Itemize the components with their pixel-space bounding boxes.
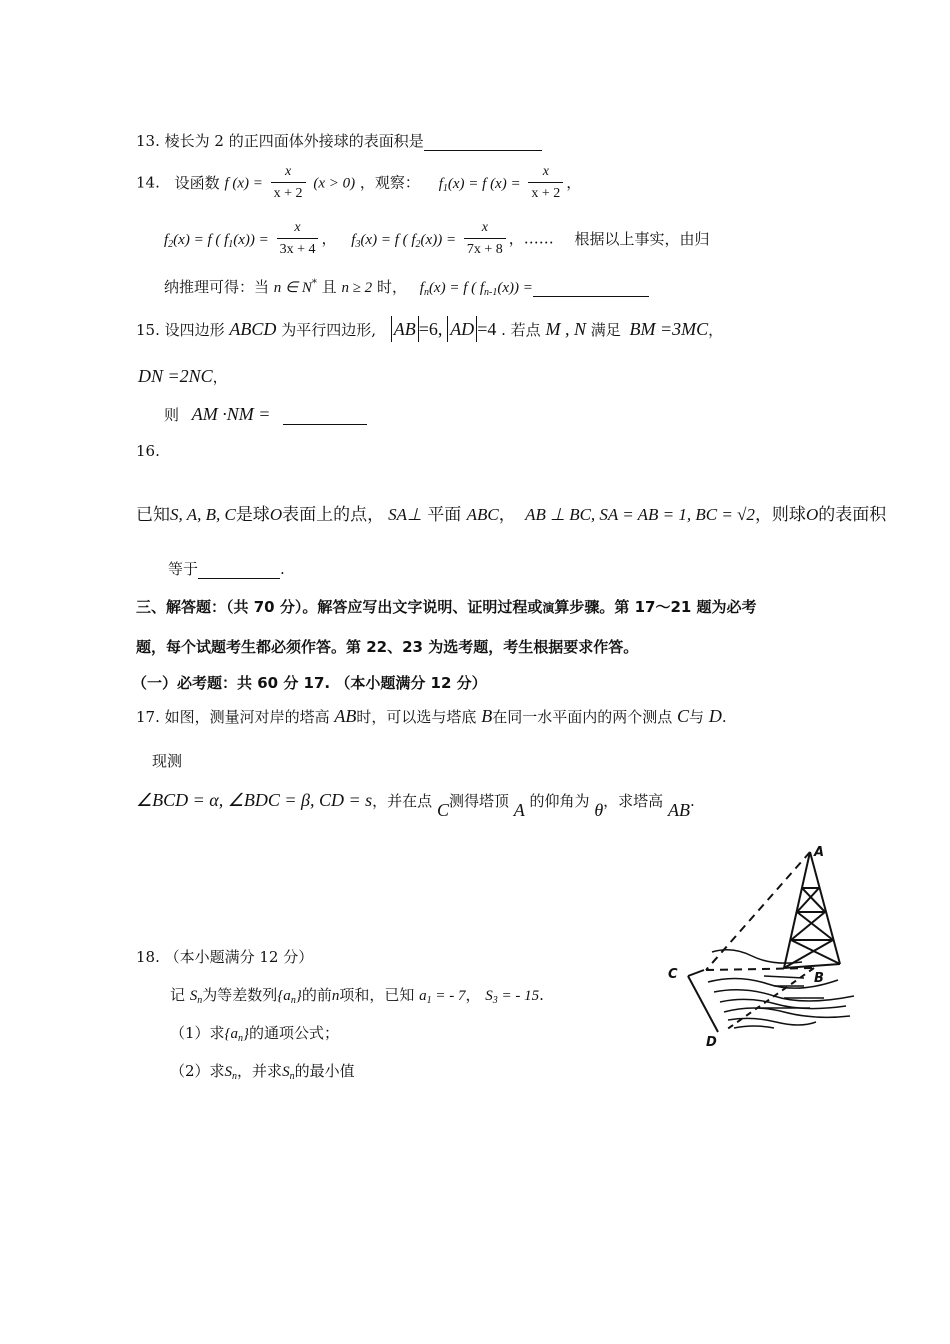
q15-ab-abs: AB (391, 316, 419, 342)
q18-part1 (170, 1022, 339, 1044)
q14-tail: 根据以上事实，由归 (574, 229, 710, 248)
q18-l1-d: 项和，已知 (339, 986, 415, 1004)
q14-function-def: f (x) = (224, 175, 263, 192)
q18-p1-a: （1）求 (170, 1024, 225, 1042)
q18-part2 (170, 1060, 355, 1082)
q18-p2-b: ，并求 (237, 1062, 283, 1080)
q18-an: $\{a_n\}$ (277, 988, 302, 1006)
q16-text-g: 的表面积 (818, 505, 887, 525)
q16-text-f: ，则球 (754, 505, 806, 525)
section3-heading-a: 三、解答题：（共 70 分）。解答应写出文字说明、证明过程或 (136, 598, 543, 616)
q14-and: 且 (321, 278, 337, 296)
q18-line1 (170, 984, 544, 1006)
q16-text-b: 是球 (235, 505, 270, 525)
q17-t7: ，求塔高 (603, 792, 664, 810)
q14-dots: ，…… (508, 229, 554, 248)
q15-line1 (136, 316, 723, 342)
q15-cond: . 若点 (501, 321, 541, 339)
section3-line2: 题，每个试题考生都必须作答。第 22、23 为选考题，考生根据要求作答。 (136, 638, 639, 656)
q15-dn-vector: DN =2NC (138, 366, 213, 386)
label-a: A (814, 845, 825, 860)
q13-answer-blank (424, 132, 542, 151)
q15-mn: M , N (545, 319, 586, 339)
q15-dot-product: AM ·NM = (191, 404, 271, 424)
q18-p2-sn2: $S_n$ (282, 1064, 295, 1082)
q16-line1 (136, 500, 886, 525)
q16-text-c: 表面上的点， (282, 505, 385, 525)
q17-line3 (136, 790, 695, 820)
line-cb (706, 968, 814, 970)
q18-l1-c: 的前 (301, 986, 332, 1004)
q17-t4: ，并在点 (372, 792, 433, 810)
q14-observe: ，观察： (359, 173, 420, 192)
q17-c2: C (436, 800, 449, 820)
q15-answer-blank (283, 406, 367, 425)
q14-frac-num: x (271, 162, 306, 183)
q16-o2: O (805, 505, 819, 524)
line-cd (688, 976, 718, 1032)
q14-fraction-f3: $\frac{x}{7x + 8}$ (464, 218, 506, 261)
q14-n-ge-2: n ≥ 2 (341, 280, 373, 296)
q15-ad-abs: AD (447, 316, 477, 342)
q15-satisfy: 满足 (590, 321, 621, 339)
tower-left-leg (784, 852, 810, 968)
sight-line-ca (706, 852, 810, 970)
q18-s3: $S_3$ = - 15 (485, 988, 540, 1006)
q15-comma2: ， (212, 368, 228, 386)
q16-line2 (168, 558, 285, 579)
q18-p2-c: 的最小值 (294, 1062, 355, 1080)
q14-lead: 设函数 (174, 173, 220, 192)
q15-mid: 为平行四边形, (281, 321, 376, 339)
q16-text-e: ， (498, 505, 516, 525)
q14-frac-den: x + 2 (273, 186, 303, 201)
q14-f1: $f_1(x) = f$ (x) = (438, 175, 521, 194)
q14-when: 时， (376, 278, 407, 296)
label-b: B (814, 971, 824, 986)
q16-points: S, A, B, C (170, 505, 236, 524)
q17-ab2: AB (667, 800, 690, 820)
q18-n: n (331, 988, 340, 1004)
river-hatching (708, 950, 854, 1028)
q15-abcd: ABCD (229, 319, 277, 339)
q14-number: 14. (136, 173, 160, 192)
section3-line3: （一）必考题：共 60 分 17. （本小题满分 12 分） (132, 674, 487, 692)
q16-abc: ABC (466, 505, 499, 524)
q14-f3: $f_3(x) = f$ ( $f_2(x)$) = (351, 231, 457, 250)
q15-line2 (138, 366, 228, 387)
q18-p1-an: $\{a_n\}$ (224, 1026, 250, 1044)
q17-b: B (481, 706, 493, 726)
q16-number: 16. (136, 442, 160, 460)
q14-fn: $f_n(x) = f$ ( $f_{n-1}(x)$) = (419, 280, 533, 298)
q15-comma: ， (708, 321, 724, 339)
q18-p1-b: 的通项公式； (249, 1024, 340, 1042)
q14-f2: $f_2(x) = f$ ( $f_1(x)$) = (164, 231, 269, 250)
q17-end2: . (689, 792, 695, 810)
q17-ab: AB (334, 706, 357, 726)
q15-ad-val: =4 (477, 319, 497, 339)
q16-period: . (280, 560, 285, 578)
q14-line1: 14. 设函数 f (x) = $\frac{x}{x + 2}$ (x > 0) ，观察： $f_1(x) = f$ (x) = $\frac{x}{x + 2}$ ， (136, 162, 581, 205)
q15-ab-val: =6, (418, 319, 443, 339)
q18-l1-f: . (539, 986, 544, 1004)
section3-small-char: 演 (542, 601, 555, 615)
q17-line1 (136, 706, 727, 727)
q16-text-a: 已知 (136, 505, 170, 525)
q16-equals: 等于 (168, 560, 199, 578)
q17-c: C (677, 706, 690, 726)
q17-t1: 时，可以选与塔底 (356, 708, 477, 726)
q18-p2-a: （2）求 (170, 1062, 225, 1080)
q18-sn: $S_n$ (189, 988, 203, 1006)
section3-line1 (136, 596, 757, 617)
q14-induction-text: 纳推理可得：当 (164, 278, 270, 296)
label-d: D (706, 1035, 717, 1050)
q16-sa-perp: SA⊥ (388, 505, 422, 524)
section3-heading-b: 算步骤。第 17～21 题为必考 (554, 598, 757, 616)
q17-t6: 的仰角为 (529, 792, 590, 810)
q18-l1-e: ， (465, 986, 481, 1004)
q15-lead: 15. 设四边形 (136, 321, 225, 339)
q14-sup: * (311, 278, 317, 289)
q18-a1: $a_1$ = - 7 (419, 988, 466, 1006)
q14-line2: $f_2(x) = f$ ( $f_1(x)$) = $\frac{x}{3x + 4}$ ， $f_3(x) = f$ ( $f_2(x)$) = $\frac{x}{7x + 8}$ ，…… 根据以上事实，由归 (164, 218, 710, 261)
q17-theta: θ (594, 800, 604, 820)
q17-lead: 17. 如图，测量河对岸的塔高 (136, 708, 330, 726)
q14-n-in-N: n ∈ N (273, 280, 312, 296)
label-c: C (668, 967, 678, 982)
q17-condition: ∠BCD = α, ∠BDC = β, CD = s (136, 790, 373, 810)
q14-fraction-main (271, 162, 306, 205)
q17-end: . (721, 708, 727, 726)
q17-t3: 与 (689, 708, 705, 726)
q14-answer-blank (533, 278, 649, 297)
q14-line3 (164, 276, 649, 298)
q16-answer-blank (198, 560, 280, 579)
q18-heading: 18. （本小题满分 12 分） (136, 948, 314, 966)
q14-fraction-f2: $\frac{x}{3x + 4}$ (277, 218, 319, 261)
q17-line2: 现测 (152, 752, 183, 770)
q18-p2-sn: $S_n$ (224, 1064, 238, 1082)
tower-right-leg (810, 852, 840, 964)
q16-condition: AB ⊥ BC, SA = AB = 1, BC = √2 (525, 505, 755, 524)
q13-text: 13. 棱长为 2 的正四面体外接球的表面积是 (136, 132, 424, 150)
q18-l1-b: 为等差数列 (202, 986, 278, 1004)
q15-line3 (164, 404, 367, 425)
q16-text-d: 平面 (427, 505, 462, 525)
q18-l1-a: 记 (170, 986, 186, 1004)
q15-then: 则 (164, 406, 180, 424)
q15-bm-vector: BM =3MC (629, 319, 709, 339)
q16-o: O (269, 505, 283, 524)
q14-fraction-f1: $\frac{x}{x + 2}$ (528, 162, 563, 205)
tower-river-figure (664, 842, 864, 1052)
q14-domain: (x > 0) (313, 175, 356, 192)
q17-t2: 在同一水平面内的两个测点 (492, 708, 673, 726)
q17-t5: 测得塔顶 (448, 792, 509, 810)
q13 (136, 130, 542, 151)
q17-d: D (708, 706, 722, 726)
q17-a: A (513, 800, 525, 820)
